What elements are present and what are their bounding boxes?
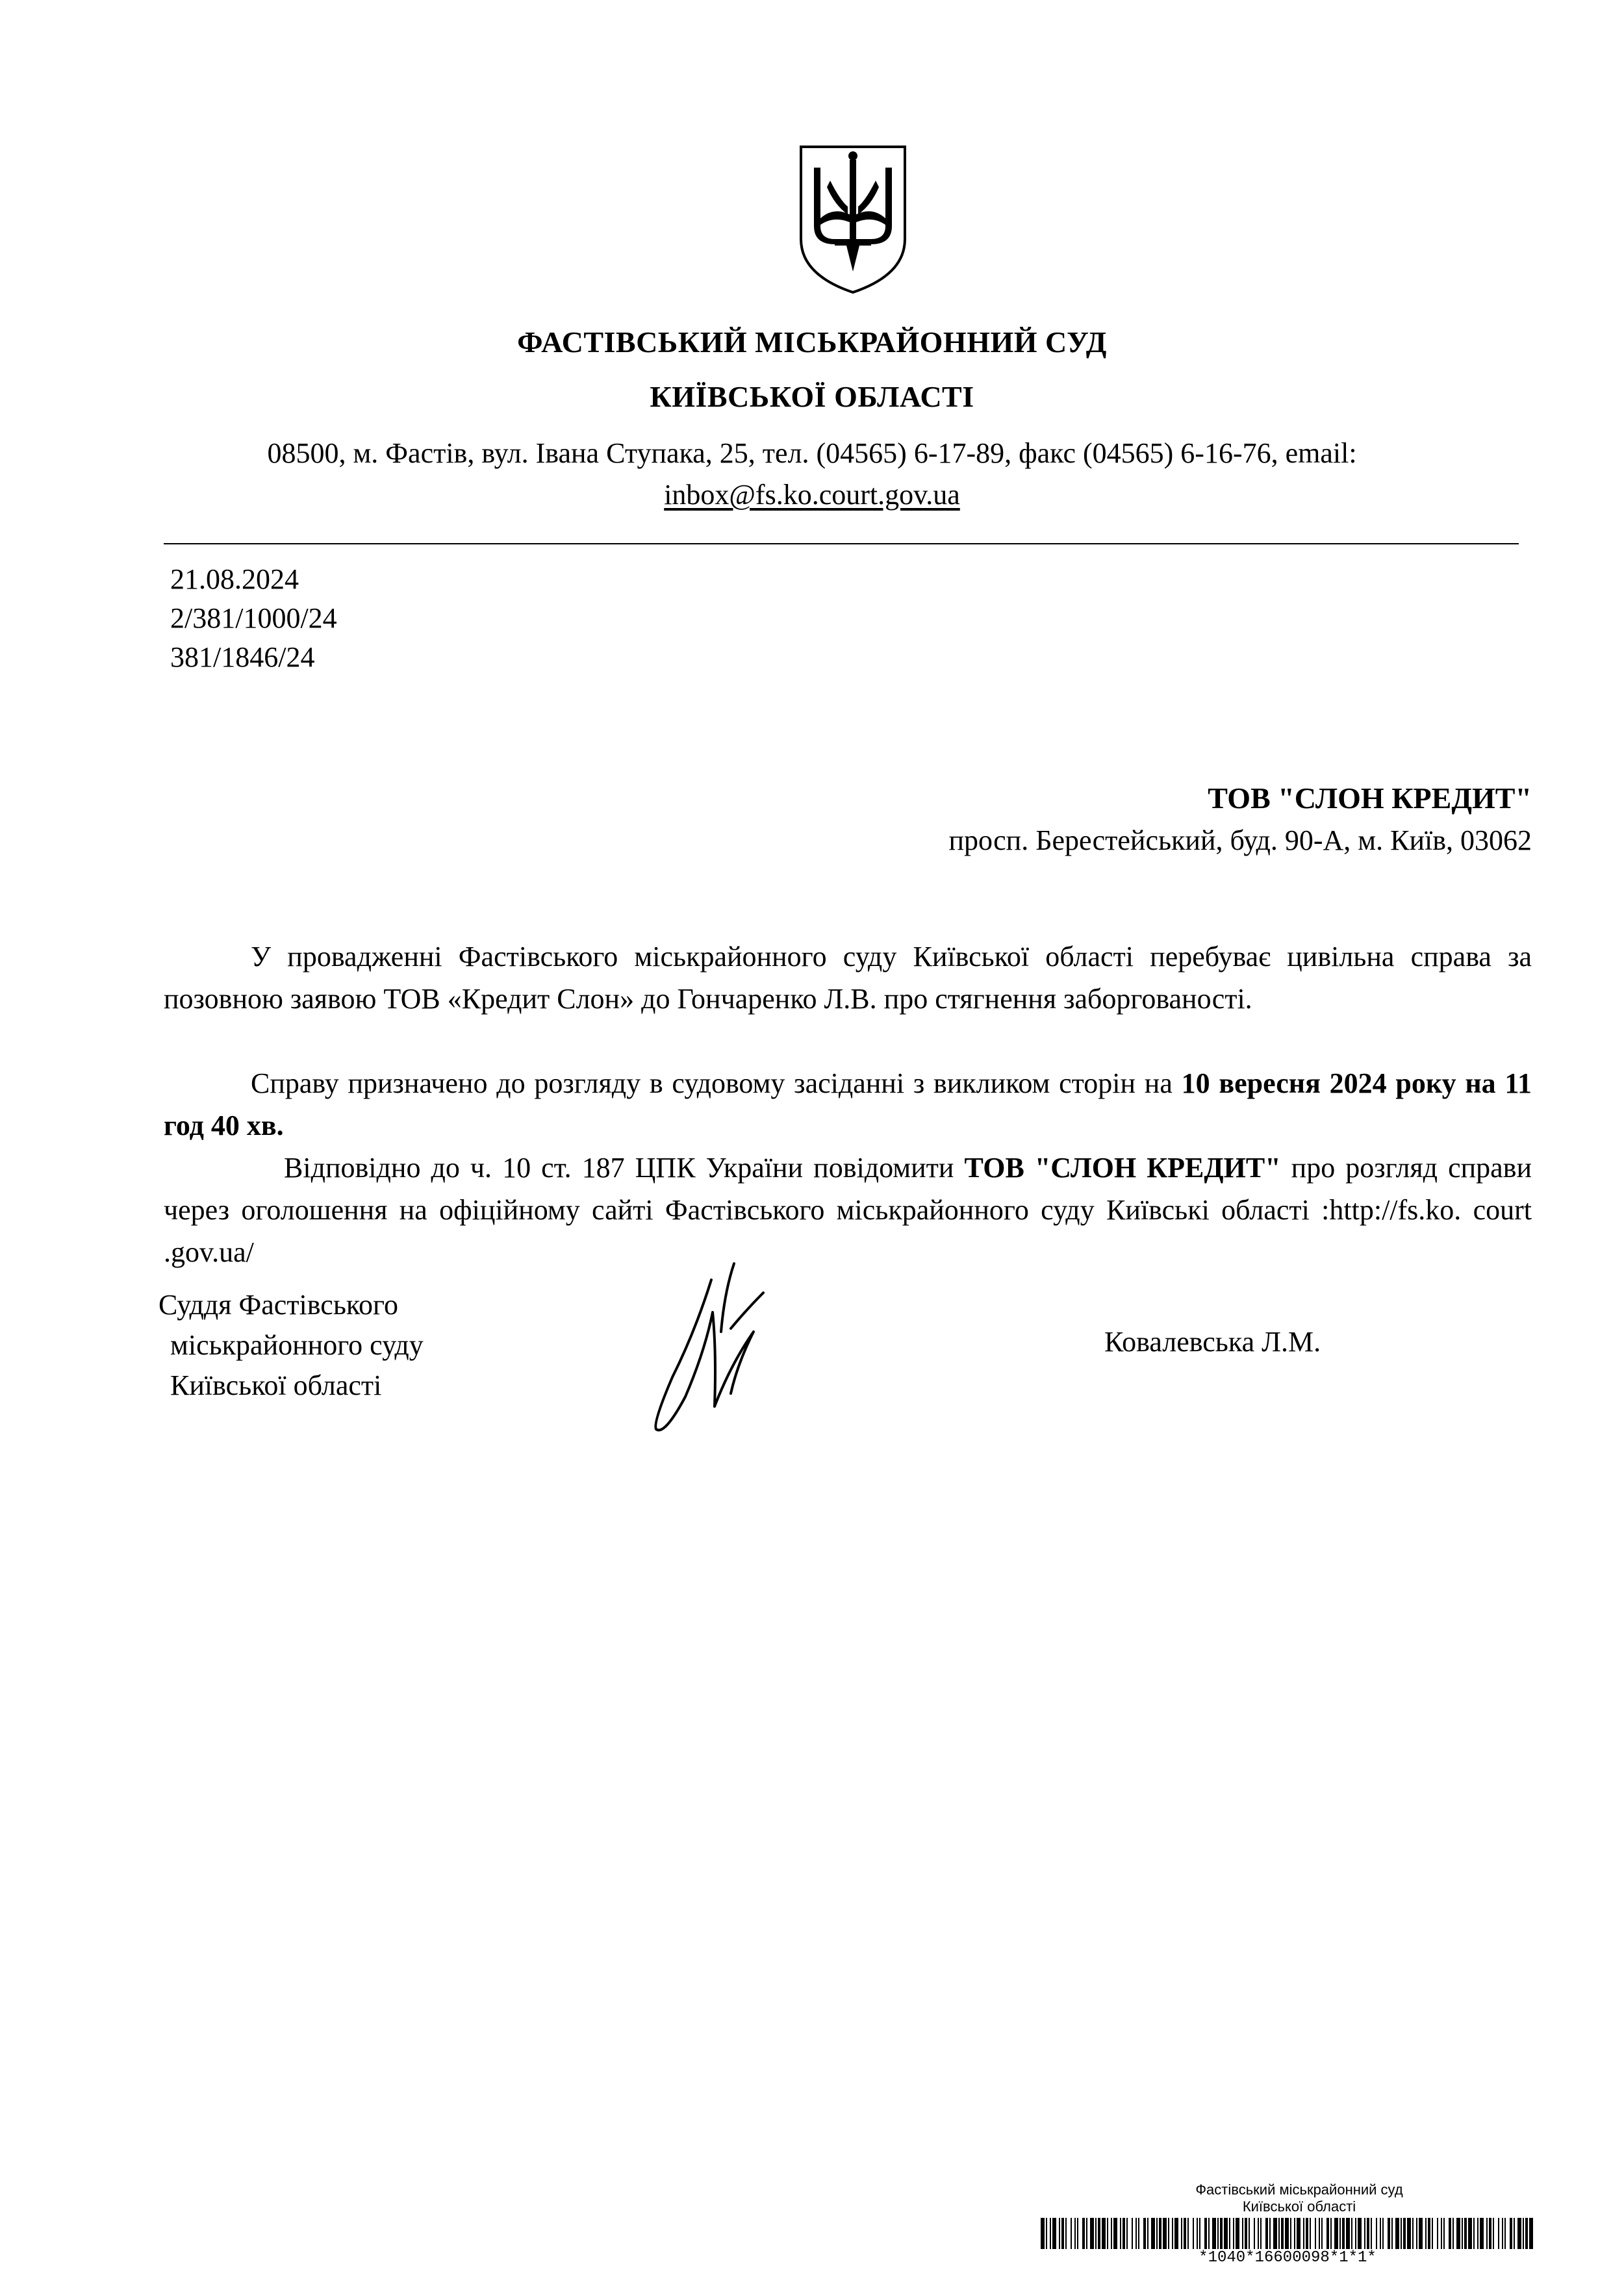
judge-name: Ковалевська Л.М. bbox=[1104, 1326, 1321, 1358]
barcode-bar bbox=[1111, 2218, 1112, 2249]
outgoing-number: 2/381/1000/24 bbox=[170, 602, 337, 634]
barcode-bar bbox=[1136, 2218, 1137, 2249]
barcode-bar bbox=[1473, 2218, 1475, 2249]
judge-title-line-2: міськрайонного суду bbox=[170, 1329, 424, 1361]
barcode-bar bbox=[1456, 2218, 1460, 2249]
barcode-bar bbox=[1260, 2218, 1262, 2249]
addressee-address: просп. Берестейський, буд. 90-А, м. Київ, 03062 bbox=[948, 824, 1532, 856]
barcode-bar bbox=[1449, 2218, 1451, 2249]
barcode-bar bbox=[1432, 2218, 1433, 2249]
barcode-bar bbox=[1258, 2218, 1259, 2249]
barcode-bar bbox=[1355, 2218, 1356, 2249]
barcode-bar bbox=[1403, 2218, 1406, 2249]
barcode-bar bbox=[1090, 2218, 1094, 2249]
barcode-bar bbox=[1071, 2218, 1072, 2249]
barcode-bar bbox=[1326, 2218, 1329, 2249]
barcode-bar bbox=[1334, 2218, 1338, 2249]
barcode-bar bbox=[1095, 2218, 1097, 2249]
barcode-bar bbox=[1098, 2218, 1100, 2249]
barcode-bar bbox=[1525, 2218, 1528, 2249]
barcode-bar bbox=[1061, 2218, 1064, 2249]
barcode-bar bbox=[1278, 2218, 1280, 2249]
barcode-bar bbox=[1419, 2218, 1423, 2249]
barcode-bar bbox=[1224, 2218, 1228, 2249]
barcode-bar bbox=[1281, 2218, 1284, 2249]
barcode-bar bbox=[1321, 2218, 1323, 2249]
barcode-bar bbox=[1401, 2218, 1402, 2249]
case-number: 381/1846/24 bbox=[170, 641, 315, 673]
stamp-court-line-2: Київської області bbox=[1242, 2198, 1356, 2215]
notice-intro: Відповідно до ч. 10 ст. 187 ЦПК України повідомити bbox=[284, 1152, 965, 1184]
barcode-bar bbox=[1199, 2218, 1200, 2249]
barcode-bar bbox=[1285, 2218, 1289, 2249]
addressee-name: ТОВ "СЛОН КРЕДИТ" bbox=[1208, 782, 1532, 815]
barcode-bar bbox=[1412, 2218, 1414, 2249]
barcode-bar bbox=[1059, 2218, 1060, 2249]
barcode-bar bbox=[1376, 2218, 1377, 2249]
barcode-bar bbox=[1102, 2218, 1106, 2249]
barcode-bar bbox=[1208, 2218, 1210, 2249]
barcode-bar bbox=[1294, 2218, 1295, 2249]
notice-company: ТОВ "СЛОН КРЕДИТ" bbox=[964, 1152, 1281, 1184]
barcode-bar bbox=[1229, 2218, 1230, 2249]
barcode-bar bbox=[1319, 2218, 1320, 2249]
notice-rest: про розгляд справи через оголошення на офіційному сайті Фастівського міськрайонного суду Київські області :http://fs.ko. court .gov.ua/ bbox=[164, 1152, 1532, 1268]
barcode-bar bbox=[1514, 2218, 1515, 2249]
barcode-bar bbox=[1242, 2218, 1243, 2249]
court-contact-line: 08500, м. Фастів, вул. Івана Ступака, 25, тел. (04565) 6-17-89, факс (04565) 6-16-76, email: bbox=[267, 437, 1357, 469]
barcode-bar bbox=[1523, 2218, 1524, 2249]
barcode-bar bbox=[1462, 2218, 1463, 2249]
barcode-bar bbox=[1315, 2218, 1316, 2249]
barcode-bar bbox=[1126, 2218, 1128, 2249]
coat-of-arms-icon bbox=[794, 142, 911, 298]
barcode-bar bbox=[1132, 2218, 1133, 2249]
barcode-bar bbox=[1441, 2218, 1442, 2249]
barcode-bar bbox=[1351, 2218, 1352, 2249]
header-divider bbox=[164, 543, 1519, 544]
court-email-container bbox=[0, 478, 1624, 511]
barcode-bar bbox=[1041, 2218, 1045, 2249]
letter-date: 21.08.2024 bbox=[170, 563, 299, 595]
body-paragraph-2 bbox=[164, 1062, 1532, 1147]
barcode-bar bbox=[1052, 2218, 1056, 2249]
barcode-bar bbox=[1156, 2218, 1158, 2249]
barcode-bar bbox=[1236, 2218, 1239, 2249]
barcode-bar bbox=[1065, 2218, 1067, 2249]
barcode-bar bbox=[1428, 2218, 1430, 2249]
barcode-bar bbox=[1174, 2218, 1178, 2249]
barcode-bar bbox=[1181, 2218, 1182, 2249]
barcode-bar bbox=[1113, 2218, 1117, 2249]
barcode-bar bbox=[1163, 2218, 1167, 2249]
barcode-bar bbox=[1310, 2218, 1311, 2249]
body-paragraph-3 bbox=[164, 1147, 1532, 1273]
court-name-heading: ФАСТІВСЬКИЙ МІСЬКРАЙОННИЙ СУД bbox=[517, 325, 1107, 359]
barcode-bar bbox=[1477, 2218, 1478, 2249]
barcode-bar bbox=[1147, 2218, 1148, 2249]
barcode-bar bbox=[1217, 2218, 1219, 2249]
barcode-bar bbox=[1480, 2218, 1484, 2249]
barcode-bar bbox=[1273, 2218, 1277, 2249]
court-region-heading: КИЇВСЬКОЇ ОБЛАСТІ bbox=[650, 380, 974, 413]
barcode-bar bbox=[1220, 2218, 1223, 2249]
barcode-bar bbox=[1388, 2218, 1390, 2249]
barcode-bar bbox=[1143, 2218, 1146, 2249]
barcode-bar bbox=[1269, 2218, 1271, 2249]
barcode-bar bbox=[1168, 2218, 1169, 2249]
barcode-bar bbox=[1245, 2218, 1247, 2249]
barcode-bar bbox=[1330, 2218, 1332, 2249]
barcode-bar bbox=[1074, 2218, 1076, 2249]
barcode-bar bbox=[1395, 2218, 1399, 2249]
court-email-link[interactable]: inbox@fs.ko.court.gov.ua bbox=[664, 479, 960, 511]
barcode-bar bbox=[1468, 2218, 1472, 2249]
barcode-bar bbox=[1367, 2218, 1369, 2249]
barcode bbox=[1041, 2218, 1534, 2249]
barcode-bar bbox=[1504, 2218, 1506, 2249]
stamp-court-line-1: Фастівський міськрайонний суд bbox=[1195, 2181, 1403, 2198]
barcode-bar bbox=[1138, 2218, 1139, 2249]
barcode-bar bbox=[1382, 2218, 1384, 2249]
barcode-bar bbox=[1204, 2218, 1207, 2249]
hearing-datetime: 10 вересня 2024 року на 11 год 40 хв. bbox=[164, 1067, 1532, 1141]
judge-title-line-3: Київської області bbox=[170, 1369, 382, 1401]
barcode-bar bbox=[1416, 2218, 1417, 2249]
barcode-bar bbox=[1486, 2218, 1488, 2249]
barcode-bar bbox=[1425, 2218, 1427, 2249]
barcode-bar bbox=[1159, 2218, 1161, 2249]
registry-stamp bbox=[1117, 2181, 1481, 2215]
barcode-bar bbox=[1046, 2218, 1047, 2249]
barcode-bar bbox=[1197, 2218, 1198, 2249]
barcode-bar bbox=[1212, 2218, 1216, 2249]
barcode-bar bbox=[1391, 2218, 1393, 2249]
barcode-bar bbox=[1193, 2218, 1194, 2249]
barcode-bar bbox=[1371, 2218, 1372, 2249]
barcode-bar bbox=[1306, 2218, 1308, 2249]
barcode-bar bbox=[1184, 2218, 1186, 2249]
body-paragraph-1: У провадженні Фастівського міськрайонного суду Київської області перебуває цивільна справа за позовною заявою ТОВ «Кредит Слон» до Гончаренко Л.В. про стягнення заборгованості. bbox=[164, 941, 1532, 1015]
barcode-number: *1040*16600098*1*1* bbox=[1199, 2249, 1377, 2267]
barcode-bar bbox=[1510, 2218, 1512, 2249]
barcode-bar bbox=[1380, 2218, 1381, 2249]
barcode-bar bbox=[1498, 2218, 1499, 2249]
barcode-bar bbox=[1265, 2218, 1268, 2249]
barcode-bar bbox=[1493, 2218, 1494, 2249]
barcode-bar bbox=[1077, 2218, 1078, 2249]
barcode-bar bbox=[1123, 2218, 1125, 2249]
barcode-bar bbox=[1297, 2218, 1300, 2249]
barcode-bar bbox=[1342, 2218, 1345, 2249]
barcode-bar bbox=[1437, 2218, 1438, 2249]
barcode-bar bbox=[1517, 2218, 1521, 2249]
barcode-bar bbox=[1407, 2218, 1411, 2249]
barcode-bar bbox=[1290, 2218, 1291, 2249]
barcode-bar bbox=[1151, 2218, 1155, 2249]
barcode-bar bbox=[1082, 2218, 1085, 2249]
barcode-bar bbox=[1303, 2218, 1304, 2249]
hearing-intro: Справу призначено до розгляду в судовому засіданні з викликом сторін на bbox=[251, 1067, 1182, 1099]
barcode-bar bbox=[1358, 2218, 1362, 2249]
barcode-bar bbox=[1172, 2218, 1173, 2249]
barcode-bar bbox=[1529, 2218, 1533, 2249]
barcode-bar bbox=[1187, 2218, 1189, 2249]
barcode-bar bbox=[1249, 2218, 1250, 2249]
barcode-bar bbox=[1120, 2218, 1121, 2249]
barcode-bar bbox=[1107, 2218, 1108, 2249]
barcode-bar bbox=[1489, 2218, 1491, 2249]
barcode-bar bbox=[1453, 2218, 1454, 2249]
barcode-bar bbox=[1086, 2218, 1087, 2249]
barcode-bar bbox=[1254, 2218, 1255, 2249]
barcode-bar bbox=[1339, 2218, 1341, 2249]
barcode-bar bbox=[1464, 2218, 1467, 2249]
barcode-bar bbox=[1233, 2218, 1234, 2249]
handwritten-signature bbox=[633, 1254, 789, 1442]
barcode-bar bbox=[1443, 2218, 1445, 2249]
barcode-bar bbox=[1364, 2218, 1365, 2249]
barcode-bar bbox=[1050, 2218, 1051, 2249]
judge-title-line-1: Суддя Фастівського bbox=[159, 1289, 398, 1321]
barcode-bar bbox=[1502, 2218, 1503, 2249]
barcode-bar bbox=[1346, 2218, 1350, 2249]
